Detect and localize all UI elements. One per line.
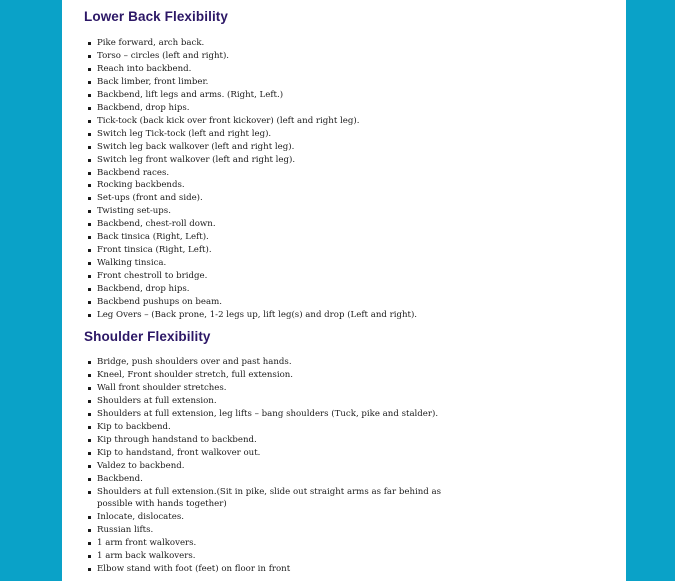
list-item-text: Backbend races. xyxy=(97,167,170,178)
list-item xyxy=(97,356,457,369)
list-item xyxy=(97,257,417,270)
list-item-text: Shoulders at full extension, leg lifts – bang shoulders (Tuck, pike and stalder). xyxy=(97,408,439,419)
list-item-text: Switch leg back walkover (left and right leg). xyxy=(97,141,295,152)
list-item-text: Kneel, Front shoulder stretch, full extension. xyxy=(97,369,294,380)
list-item xyxy=(97,270,417,283)
bullet-icon xyxy=(88,478,91,481)
bullet-icon xyxy=(88,133,91,136)
list-item-text: 1 arm back walkovers. xyxy=(97,551,196,562)
lower-back-exercise-list xyxy=(97,37,417,322)
bullet-icon xyxy=(88,172,91,175)
bullet-icon xyxy=(88,210,91,213)
list-item-text: Inlocate, dislocates. xyxy=(97,512,184,523)
bullet-icon xyxy=(88,374,91,377)
bullet-icon xyxy=(88,107,91,110)
bullet-icon xyxy=(88,146,91,149)
list-item-text: Tick-tock (back kick over front kickover) (left and right leg). xyxy=(97,115,360,126)
list-item-text: Elbow stand with foot (feet) on floor in front xyxy=(97,564,291,575)
bullet-icon xyxy=(88,568,91,571)
bullet-icon xyxy=(88,288,91,291)
bullet-icon xyxy=(88,81,91,84)
bullet-icon xyxy=(88,413,91,416)
bullet-icon xyxy=(88,361,91,364)
list-item xyxy=(97,447,457,460)
list-item xyxy=(97,473,457,486)
list-item xyxy=(97,141,417,154)
bullet-icon xyxy=(88,542,91,545)
bullet-icon xyxy=(88,275,91,278)
list-item xyxy=(97,537,457,550)
list-item xyxy=(97,524,457,537)
list-item xyxy=(97,115,417,128)
list-item-text: Shoulders at full extension.(Sit in pike, slide out straight arms as far behind as possible with hands together) xyxy=(97,486,442,510)
list-item xyxy=(97,37,417,50)
list-item-text: Wall front shoulder stretches. xyxy=(97,382,227,393)
bullet-icon xyxy=(88,236,91,239)
list-item-text: Valdez to backbend. xyxy=(97,460,185,471)
list-item-text: Switch leg front walkover (left and right leg). xyxy=(97,154,296,165)
list-item-text: Leg Overs – (Back prone, 1-2 legs up, lift leg(s) and drop (Left and right). xyxy=(97,310,418,321)
list-item-text: Russian lifts. xyxy=(97,525,154,536)
list-item xyxy=(97,550,457,563)
list-item xyxy=(97,369,457,382)
list-item-text: Back limber, front limber. xyxy=(97,76,209,87)
list-item xyxy=(97,231,417,244)
bullet-icon xyxy=(88,452,91,455)
section-title-shoulder: Shoulder Flexibility xyxy=(84,329,211,344)
list-item-text: Backbend. xyxy=(97,473,143,484)
list-item xyxy=(97,128,417,141)
list-item-text: Torso – circles (left and right). xyxy=(97,50,230,61)
list-item xyxy=(97,50,417,63)
bullet-icon xyxy=(88,516,91,519)
list-item xyxy=(97,434,457,447)
list-item xyxy=(97,63,417,76)
list-item-text: Backbend, drop hips. xyxy=(97,102,190,113)
bullet-icon xyxy=(88,400,91,403)
list-item-text: Reach into backbend. xyxy=(97,63,192,74)
bullet-icon xyxy=(88,465,91,468)
bullet-icon xyxy=(88,42,91,45)
bullet-icon xyxy=(88,68,91,71)
list-item-text: Pike forward, arch back. xyxy=(97,38,205,48)
list-item xyxy=(97,76,417,89)
bullet-icon xyxy=(88,301,91,304)
list-item-text: Walking tinsica. xyxy=(97,258,167,269)
list-item xyxy=(97,89,417,102)
bullet-icon xyxy=(88,159,91,162)
list-item-text: Kip to backbend. xyxy=(97,421,171,432)
list-item xyxy=(97,296,417,309)
list-item-text: Kip to handstand, front walkover out. xyxy=(97,447,261,458)
bullet-icon xyxy=(88,262,91,265)
bullet-icon xyxy=(88,184,91,187)
list-item-text: Backbend, chest-roll down. xyxy=(97,219,216,230)
list-item xyxy=(97,511,457,524)
list-item xyxy=(97,563,457,576)
bullet-icon xyxy=(88,197,91,200)
bullet-icon xyxy=(88,55,91,58)
list-item xyxy=(97,167,417,180)
list-item xyxy=(97,460,457,473)
bullet-icon xyxy=(88,529,91,532)
list-item xyxy=(97,395,457,408)
bullet-icon xyxy=(88,223,91,226)
list-item xyxy=(97,102,417,115)
bullet-icon xyxy=(88,249,91,252)
list-item xyxy=(97,486,457,512)
list-item-text: Back tinsica (Right, Left). xyxy=(97,232,209,243)
bullet-icon xyxy=(88,94,91,97)
list-item-text: Backbend, drop hips. xyxy=(97,284,190,295)
list-item-text: Backbend, lift legs and arms. (Right, Left.) xyxy=(97,89,284,100)
list-item-text: Twisting set-ups. xyxy=(97,206,171,217)
bullet-icon xyxy=(88,387,91,390)
list-item-text: Shoulders at full extension. xyxy=(97,395,217,406)
bullet-icon xyxy=(88,314,91,317)
list-item-text: Switch leg Tick-tock (left and right leg). xyxy=(97,128,272,139)
bullet-icon xyxy=(88,555,91,558)
list-item xyxy=(97,421,457,434)
bullet-icon xyxy=(88,491,91,494)
list-item xyxy=(97,244,417,257)
bullet-icon xyxy=(88,439,91,442)
list-item-text: Set-ups (front and side). xyxy=(97,193,203,204)
list-item-text: Backbend pushups on beam. xyxy=(97,297,223,308)
list-item-text: 1 arm front walkovers. xyxy=(97,538,197,549)
bullet-icon xyxy=(88,120,91,123)
bullet-icon xyxy=(88,426,91,429)
list-item xyxy=(97,408,457,421)
list-item-text: Kip through handstand to backbend. xyxy=(97,434,257,445)
list-item-text: Rocking backbends. xyxy=(97,180,185,191)
list-item xyxy=(97,154,417,167)
list-item-text: Front tinsica (Right, Left). xyxy=(97,245,212,256)
list-item xyxy=(97,283,417,296)
list-item xyxy=(97,179,417,192)
list-item xyxy=(97,218,417,231)
list-item-text: Bridge, push shoulders over and past hands. xyxy=(97,357,292,367)
list-item xyxy=(97,309,417,322)
list-item xyxy=(97,205,417,218)
list-item xyxy=(97,192,417,205)
list-item-text: Front chestroll to bridge. xyxy=(97,271,208,282)
shoulder-exercise-list xyxy=(97,356,457,576)
list-item xyxy=(97,382,457,395)
document-page xyxy=(62,0,626,581)
section-title-lower-back: Lower Back Flexibility xyxy=(84,9,228,24)
